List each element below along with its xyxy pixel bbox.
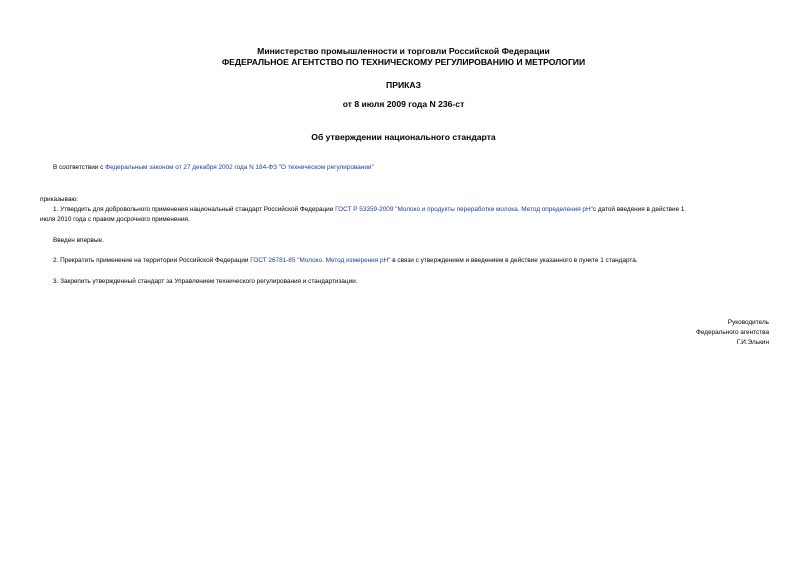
intro-paragraph	[53, 163, 374, 173]
signature-title: Руководитель	[727, 319, 769, 326]
date-number-heading: от 8 июля 2009 года N 236-ст	[342, 99, 465, 109]
signature-name: Г.И.Элькин	[736, 339, 769, 346]
introduced-note: Введен впервые.	[53, 237, 104, 244]
gost-53359-link[interactable]: ГОСТ Р 53359-2009 "Молоко и продукты переработки молока. Метод определения pH"	[335, 206, 593, 213]
subject-heading: Об утверждении национального стандарта	[311, 132, 496, 142]
item1-prefix: 1. Утвердить для добровольного применения национальный стандарт Российской Федерации	[53, 206, 336, 213]
intro-prefix: В соответствии с	[53, 164, 106, 171]
item2-suffix: в связи с утверждением и введением в действие указанного в пункте 1 стандарта.	[390, 257, 638, 264]
item2-paragraph	[53, 256, 638, 266]
item1-suffix: с датой введения в действие 1	[592, 206, 685, 213]
agency-heading: ФЕДЕРАЛЬНОЕ АГЕНТСТВО ПО ТЕХНИЧЕСКОМУ РЕГУЛИРОВАНИЮ И МЕТРОЛОГИИ	[221, 57, 586, 67]
gost-26781-link[interactable]: ГОСТ 26781-85 "Молоко. Метод измерения pH"	[250, 257, 391, 264]
ministry-heading: Министерство промышленности и торговли Российской Федерации	[257, 46, 550, 56]
item2-prefix: 2. Прекратить применение на территории Российской Федерации	[53, 257, 251, 264]
signature-agency: Федерального агентства	[695, 329, 769, 336]
item1-line2: июля 2010 года с правом досрочного применения.	[40, 216, 190, 223]
order-word: приказываю:	[40, 196, 78, 203]
federal-law-link[interactable]: Федеральным законом от 27 декабря 2002 года N 184-ФЗ "О техническом регулировании"	[105, 164, 374, 171]
doc-type-heading: ПРИКАЗ	[386, 80, 421, 90]
item1-paragraph	[53, 205, 685, 215]
item3-paragraph: 3. Закрепить утвержденный стандарт за Управлением технического регулирования и стандартизации.	[53, 278, 358, 285]
